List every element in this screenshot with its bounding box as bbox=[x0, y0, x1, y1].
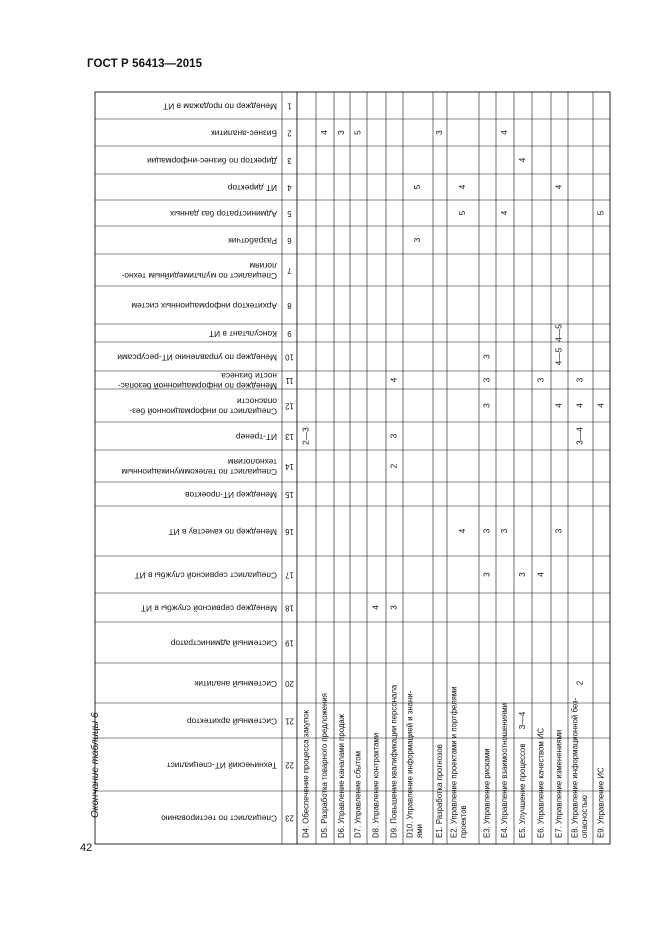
role-label bbox=[168, 527, 293, 537]
role-number: 23 bbox=[285, 813, 294, 823]
role-label bbox=[211, 128, 292, 138]
role-label bbox=[209, 329, 292, 339]
competency-name: ями bbox=[415, 824, 425, 838]
role-name: ИТ-тренер bbox=[235, 431, 277, 442]
cell-value: 4 bbox=[457, 528, 468, 534]
role-name: опасности bbox=[236, 396, 277, 407]
cell-value: 4 bbox=[370, 605, 381, 610]
cell-value: 3 bbox=[481, 403, 492, 408]
cell-value: 3 bbox=[434, 130, 445, 135]
role-label bbox=[118, 371, 294, 391]
role-name: Менеджер по управлению ИТ-ресурсами bbox=[117, 352, 277, 363]
role-label bbox=[147, 156, 292, 166]
role-number: 6 bbox=[287, 235, 292, 245]
role-name: Специалист по телекоммуникационным bbox=[121, 466, 277, 477]
competency-label bbox=[537, 727, 546, 838]
role-name: Консультант в ИТ bbox=[208, 328, 277, 339]
competency-label bbox=[337, 713, 346, 838]
cell-value: 2—3 bbox=[300, 427, 311, 445]
role-name: Администратор баз данных bbox=[169, 208, 277, 219]
role-label bbox=[163, 101, 292, 111]
competency-name: E6. Управление качеством ИС bbox=[536, 727, 546, 838]
cell-value: 3 bbox=[412, 237, 423, 243]
cell-value: 4—5 bbox=[553, 324, 564, 342]
role-label bbox=[134, 570, 293, 580]
role-label bbox=[131, 301, 292, 311]
role-label bbox=[236, 432, 294, 442]
cell-value: 4 bbox=[553, 403, 564, 408]
cell-value: 3 bbox=[481, 528, 492, 534]
cell-value: 3 bbox=[388, 433, 399, 439]
competency-name: E1. Разработка прогнозов bbox=[435, 744, 445, 838]
page-number: 42 bbox=[80, 842, 93, 854]
competency-name: D4. Обеспечение процесса закупок bbox=[301, 709, 311, 838]
role-label bbox=[121, 457, 294, 477]
competency-name: D6. Управление каналами продаж bbox=[337, 714, 347, 838]
cell-value: 4 bbox=[535, 572, 546, 577]
competency-label bbox=[354, 751, 363, 838]
role-name: Директор по бизнес-информации bbox=[147, 155, 277, 166]
competency-name: D8. Управление контрактами bbox=[371, 732, 381, 838]
role-number: 13 bbox=[285, 431, 294, 441]
role-number: 1 bbox=[287, 101, 292, 111]
role-number: 9 bbox=[287, 328, 292, 338]
competency-name: E9. Управление ИС bbox=[596, 767, 606, 838]
role-name: ИТ директор bbox=[227, 182, 277, 193]
role-label bbox=[187, 716, 294, 726]
cell-value: 4 bbox=[499, 210, 510, 216]
role-name: Специалист по информационной без- bbox=[129, 406, 277, 417]
role-name: Системный архитектор bbox=[186, 716, 277, 727]
role-number: 22 bbox=[285, 760, 294, 770]
cell-value: 3 bbox=[499, 528, 510, 534]
role-label bbox=[141, 603, 294, 613]
cell-value: 4 bbox=[319, 130, 330, 135]
cell-value: 4 bbox=[553, 184, 564, 190]
role-number: 12 bbox=[285, 401, 294, 411]
role-name: Менеджер по продажам в ИТ bbox=[163, 101, 277, 112]
role-number: 15 bbox=[285, 489, 294, 499]
role-label bbox=[170, 638, 293, 648]
role-name: Специалист сервисной службы в ИТ bbox=[134, 570, 277, 581]
role-number: 4 bbox=[287, 182, 292, 192]
competency-label bbox=[390, 684, 399, 838]
competency-name: E7. Управление изменениями bbox=[554, 729, 564, 838]
cell-value: 4 bbox=[388, 377, 399, 383]
role-number: 2 bbox=[287, 128, 292, 138]
competency-label bbox=[555, 730, 564, 838]
competency-label bbox=[406, 690, 425, 838]
role-number: 7 bbox=[287, 265, 292, 275]
role-name: Системный аналитик bbox=[194, 678, 277, 689]
cell-value: 4 bbox=[595, 403, 606, 408]
competency-label bbox=[518, 743, 527, 838]
competency-label bbox=[435, 744, 444, 838]
competency-name: E2. Управление проектами и портфелями bbox=[449, 686, 459, 838]
cell-value: 3 bbox=[535, 377, 546, 383]
competency-label bbox=[372, 733, 381, 838]
role-name: логиям bbox=[249, 260, 277, 271]
cell-value: 4—5 bbox=[553, 347, 564, 366]
role-name: Менеджер по качеству в ИТ bbox=[168, 526, 277, 537]
role-number: 18 bbox=[285, 603, 294, 613]
role-label bbox=[129, 396, 294, 416]
cell-value: 3 bbox=[481, 572, 492, 577]
role-name: Специалист по тестированию bbox=[161, 813, 277, 824]
cell-value: 5 bbox=[457, 210, 468, 216]
role-label bbox=[117, 352, 294, 362]
competency-label bbox=[500, 703, 509, 838]
competency-name: проектов bbox=[459, 805, 469, 838]
cell-value: 4 bbox=[457, 184, 468, 190]
cell-value: 3 bbox=[574, 377, 585, 383]
competency-name: D10. Управление информацией и знани- bbox=[405, 690, 415, 838]
table-caption: Окончание таблицы 6 bbox=[90, 712, 101, 818]
role-number: 19 bbox=[285, 638, 294, 648]
role-number: 8 bbox=[287, 300, 292, 310]
role-name: Специалист по мультимедийным техно- bbox=[121, 270, 277, 281]
document-header: ГОСТ Р 56413—2015 bbox=[87, 58, 203, 70]
competency-name: E5. Улучшение процессов bbox=[518, 743, 528, 838]
competency-name: E8. Управление информационной без- bbox=[570, 697, 580, 838]
role-number: 3 bbox=[287, 155, 292, 165]
competency-name: опасностью bbox=[580, 795, 590, 838]
cell-value: 5 bbox=[595, 210, 606, 216]
cell-value: 5 bbox=[412, 184, 423, 190]
cell-value: 3—4 bbox=[574, 427, 585, 445]
role-number: 11 bbox=[285, 375, 294, 385]
role-label bbox=[121, 261, 291, 281]
role-number: 16 bbox=[285, 526, 294, 536]
competency-label bbox=[597, 767, 606, 838]
competency-name: D9. Повышение квалификации персонала bbox=[389, 684, 399, 838]
role-number: 14 bbox=[285, 461, 294, 471]
role-name: Бизнес-аналитик bbox=[211, 128, 277, 139]
cell-value: 2 bbox=[574, 680, 585, 686]
cell-value: 4 bbox=[574, 403, 585, 408]
cell-value: 3—4 bbox=[517, 711, 528, 730]
role-name: технологиям bbox=[227, 456, 277, 467]
role-name: Архитектор информационных систем bbox=[131, 300, 277, 311]
role-number: 17 bbox=[285, 570, 294, 580]
cell-value: 3 bbox=[517, 572, 528, 577]
role-name: Системный администратор bbox=[170, 638, 277, 649]
role-label bbox=[161, 813, 294, 823]
role-label bbox=[167, 760, 294, 770]
cell-value: 4 bbox=[499, 130, 510, 135]
role-number: 21 bbox=[285, 716, 294, 726]
role-name: Менеджер по информационной безопас- bbox=[117, 380, 277, 391]
competency-label bbox=[450, 686, 469, 838]
role-name: Менеджер сервисной службы в ИТ bbox=[140, 603, 277, 614]
competency-name: E3. Управление рисками bbox=[482, 748, 492, 838]
role-label bbox=[184, 490, 293, 500]
role-number: 5 bbox=[287, 208, 292, 218]
role-number: 20 bbox=[285, 678, 294, 688]
cell-value: 3 bbox=[481, 354, 492, 359]
cell-value: 2 bbox=[388, 463, 399, 469]
cell-value: 3 bbox=[553, 528, 564, 534]
competency-name: E4. Управление взаимоотношениями bbox=[500, 703, 510, 838]
competency-label bbox=[571, 697, 590, 838]
role-number: 10 bbox=[285, 352, 294, 362]
competency-name: D7. Управление сбытом bbox=[353, 751, 363, 838]
role-name: Менеджер ИТ-проектов bbox=[185, 489, 277, 500]
role-name: Разработчик bbox=[228, 235, 277, 246]
role-label bbox=[194, 679, 294, 689]
cell-value: 4 bbox=[517, 157, 528, 163]
competency-label bbox=[320, 693, 329, 838]
cell-value: 3 bbox=[481, 377, 492, 383]
role-name: Технический ИТ-специалист bbox=[166, 760, 277, 771]
role-name: ности бизнеса bbox=[221, 370, 277, 381]
cell-value: 5 bbox=[352, 130, 363, 135]
role-label bbox=[169, 209, 292, 219]
competency-label bbox=[302, 709, 311, 838]
cell-value: 3 bbox=[336, 130, 347, 135]
competency-label bbox=[483, 748, 492, 838]
competency-name: D5. Разработка товарного предложения bbox=[320, 693, 330, 838]
cell-value: 3 bbox=[388, 605, 399, 610]
